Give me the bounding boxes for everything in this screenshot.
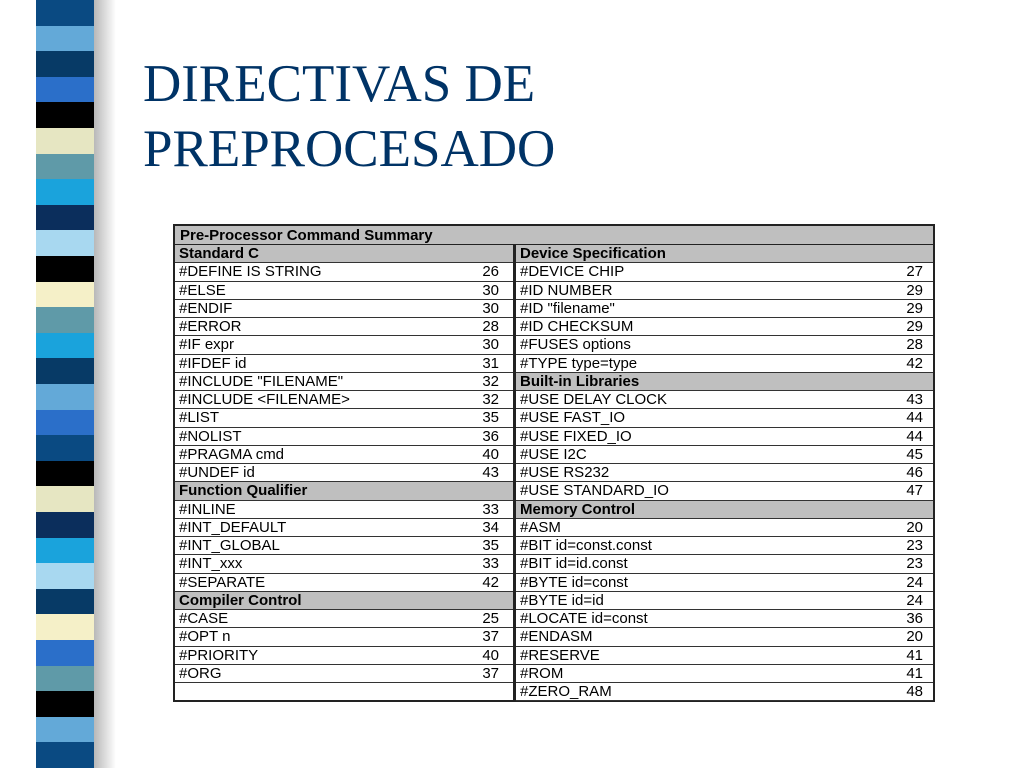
command-name: #ZERO_RAM	[520, 683, 612, 700]
command-name: #INT_GLOBAL	[179, 537, 280, 554]
page-number: 45	[906, 445, 923, 463]
command-name: #BYTE id=id	[520, 591, 604, 609]
command-name: #PRIORITY	[179, 646, 259, 664]
command-name: #IF expr	[179, 336, 235, 354]
command-name: #ID CHECKSUM	[520, 318, 634, 335]
command-name: #ID "filename"	[520, 299, 615, 317]
table-row	[175, 464, 513, 482]
table-row	[175, 446, 513, 464]
table-left-column	[175, 245, 516, 700]
table-row	[175, 428, 513, 446]
command-name: #INCLUDE <FILENAME>	[179, 391, 350, 408]
slide-title-line-2: PREPROCESADO	[143, 120, 556, 178]
page-number: 46	[906, 464, 923, 481]
stripe-segment	[36, 307, 94, 333]
table-row	[175, 409, 513, 427]
command-name: #BIT id=const.const	[520, 537, 652, 554]
table-row	[175, 574, 513, 592]
command-name: #NOLIST	[179, 427, 242, 445]
table-row	[175, 355, 513, 373]
page-number: 37	[482, 628, 499, 646]
empty-row	[175, 683, 513, 701]
table-row	[175, 318, 513, 336]
command-name: #INCLUDE "FILENAME"	[179, 372, 344, 390]
table-row	[516, 555, 933, 573]
command-name: #ELSE	[179, 281, 226, 299]
table-row	[175, 336, 513, 354]
command-name: #LIST	[179, 409, 220, 427]
stripe-segment	[36, 717, 94, 743]
table-row	[516, 263, 933, 281]
page-number: 32	[482, 372, 499, 390]
page-number: 43	[482, 464, 499, 481]
page-number: 24	[906, 573, 923, 591]
page-number: 29	[906, 281, 923, 299]
stripe-segment	[36, 282, 94, 308]
table-row	[516, 519, 933, 537]
slide-title	[143, 52, 555, 182]
stripe-segment	[36, 128, 94, 154]
stripe-segment	[36, 205, 94, 231]
table-row	[175, 300, 513, 318]
command-name: #SEPARATE	[179, 573, 266, 591]
page-number: 26	[482, 263, 499, 281]
table-row	[516, 409, 933, 427]
table-row	[516, 318, 933, 336]
table-row	[516, 610, 933, 628]
page-number: 42	[906, 354, 923, 372]
table-row	[175, 519, 513, 537]
command-name: #BIT id=id.const	[520, 555, 628, 573]
table-row	[516, 391, 933, 409]
command-name: #DEVICE CHIP	[520, 263, 625, 281]
decorative-stripe-bar	[36, 0, 94, 768]
command-name: #CASE	[179, 610, 229, 627]
command-name: #INT_DEFAULT	[179, 518, 287, 536]
command-name: #ENDASM	[520, 628, 593, 646]
page-number: 40	[482, 445, 499, 463]
page-number: 37	[482, 664, 499, 682]
page-number: 47	[906, 482, 923, 500]
page-number: 27	[906, 263, 923, 281]
page-number: 29	[906, 318, 923, 335]
command-name: #USE DELAY CLOCK	[520, 391, 668, 408]
table-row	[516, 647, 933, 665]
stripe-segment	[36, 51, 94, 77]
table-right-column	[516, 245, 933, 700]
stripe-segment	[36, 77, 94, 103]
stripe-segment	[36, 256, 94, 282]
table-row	[175, 373, 513, 391]
stripe-segment	[36, 742, 94, 768]
stripe-segment	[36, 230, 94, 256]
table-row	[516, 683, 933, 701]
stripe-segment	[36, 589, 94, 615]
command-name: #TYPE type=type	[520, 354, 638, 372]
table-row	[175, 665, 513, 683]
stripe-segment	[36, 410, 94, 436]
command-name: #UNDEF id	[179, 464, 255, 481]
section-header: Memory Control	[516, 501, 933, 519]
table-row	[516, 665, 933, 683]
stripe-segment	[36, 333, 94, 359]
section-header: Standard C	[175, 245, 513, 263]
command-name: #PRAGMA cmd	[179, 445, 285, 463]
stripe-segment	[36, 461, 94, 487]
page-number: 28	[482, 318, 499, 335]
page-number: 43	[906, 391, 923, 408]
stripe-segment	[36, 614, 94, 640]
command-name: #ERROR	[179, 318, 242, 335]
stripe-segment	[36, 154, 94, 180]
section-header: Built-in Libraries	[516, 373, 933, 391]
page-number: 23	[906, 537, 923, 554]
command-name: #ASM	[520, 518, 561, 536]
page-number: 35	[482, 537, 499, 554]
command-name: #USE I2C	[520, 445, 587, 463]
table-row	[516, 336, 933, 354]
table-row	[175, 610, 513, 628]
table-row	[516, 574, 933, 592]
page-number: 30	[482, 299, 499, 317]
command-name: #LOCATE id=const	[520, 610, 648, 627]
stripe-segment	[36, 179, 94, 205]
page-number: 41	[906, 646, 923, 664]
table-row	[516, 300, 933, 318]
page-number: 31	[482, 354, 499, 372]
table-row	[175, 391, 513, 409]
stripe-segment	[36, 640, 94, 666]
page-number: 44	[906, 427, 923, 445]
table-row	[516, 355, 933, 373]
table-row	[516, 446, 933, 464]
stripe-segment	[36, 384, 94, 410]
page-number: 41	[906, 664, 923, 682]
command-name: #IFDEF id	[179, 354, 247, 372]
page-number: 28	[906, 336, 923, 354]
stripe-segment	[36, 538, 94, 564]
command-name: #OPT n	[179, 628, 231, 646]
command-name: #BYTE id=const	[520, 573, 628, 591]
command-name: #USE STANDARD_IO	[520, 482, 669, 500]
slide-title-line-1: DIRECTIVAS DE	[143, 55, 536, 113]
table-row	[175, 501, 513, 519]
stripe-segment	[36, 512, 94, 538]
stripe-segment	[36, 691, 94, 717]
stripe-segment	[36, 666, 94, 692]
table-heading: Pre-Processor Command Summary	[175, 226, 933, 245]
stripe-segment	[36, 435, 94, 461]
table-row	[516, 428, 933, 446]
table-row	[516, 592, 933, 610]
command-name: #ORG	[179, 664, 222, 682]
stripe-segment	[36, 358, 94, 384]
page-number: 32	[482, 391, 499, 408]
stripe-segment	[36, 486, 94, 512]
table-row	[516, 628, 933, 646]
section-header: Function Qualifier	[175, 482, 513, 500]
page-number: 42	[482, 573, 499, 591]
command-name: #USE RS232	[520, 464, 610, 481]
section-header: Device Specification	[516, 245, 933, 263]
page-number: 24	[906, 591, 923, 609]
table-row	[175, 628, 513, 646]
page-number: 48	[906, 683, 923, 700]
command-name: #ID NUMBER	[520, 281, 613, 299]
page-number: 23	[906, 555, 923, 573]
stripe-segment	[36, 0, 94, 26]
table-row	[175, 555, 513, 573]
table-row	[175, 537, 513, 555]
command-name: #ROM	[520, 664, 564, 682]
command-summary-table	[173, 224, 935, 702]
page-number: 20	[906, 518, 923, 536]
command-name: #INT_xxx	[179, 555, 243, 573]
table-row	[516, 282, 933, 300]
table-row	[516, 482, 933, 500]
table-row	[516, 537, 933, 555]
page-number: 44	[906, 409, 923, 427]
page-number: 36	[482, 427, 499, 445]
page-number: 25	[482, 610, 499, 627]
stripe-segment	[36, 102, 94, 128]
page-number: 33	[482, 555, 499, 573]
page-number: 33	[482, 500, 499, 518]
page-number: 40	[482, 646, 499, 664]
command-name: #DEFINE IS STRING	[179, 263, 322, 281]
command-name: #USE FAST_IO	[520, 409, 626, 427]
stripe-shadow	[94, 0, 116, 768]
page-number: 30	[482, 336, 499, 354]
page-number: 35	[482, 409, 499, 427]
page-number: 34	[482, 518, 499, 536]
page-number: 36	[906, 610, 923, 627]
section-header: Compiler Control	[175, 592, 513, 610]
stripe-segment	[36, 563, 94, 589]
table-row	[175, 282, 513, 300]
page-number: 29	[906, 299, 923, 317]
stripe-segment	[36, 26, 94, 52]
command-name: #FUSES options	[520, 336, 631, 354]
page-number: 30	[482, 281, 499, 299]
table-row	[175, 647, 513, 665]
command-name: #ENDIF	[179, 299, 233, 317]
command-name: #INLINE	[179, 500, 236, 518]
page-number: 20	[906, 628, 923, 646]
table-row	[516, 464, 933, 482]
command-name: #RESERVE	[520, 646, 600, 664]
command-name: #USE FIXED_IO	[520, 427, 632, 445]
table-row	[175, 263, 513, 281]
